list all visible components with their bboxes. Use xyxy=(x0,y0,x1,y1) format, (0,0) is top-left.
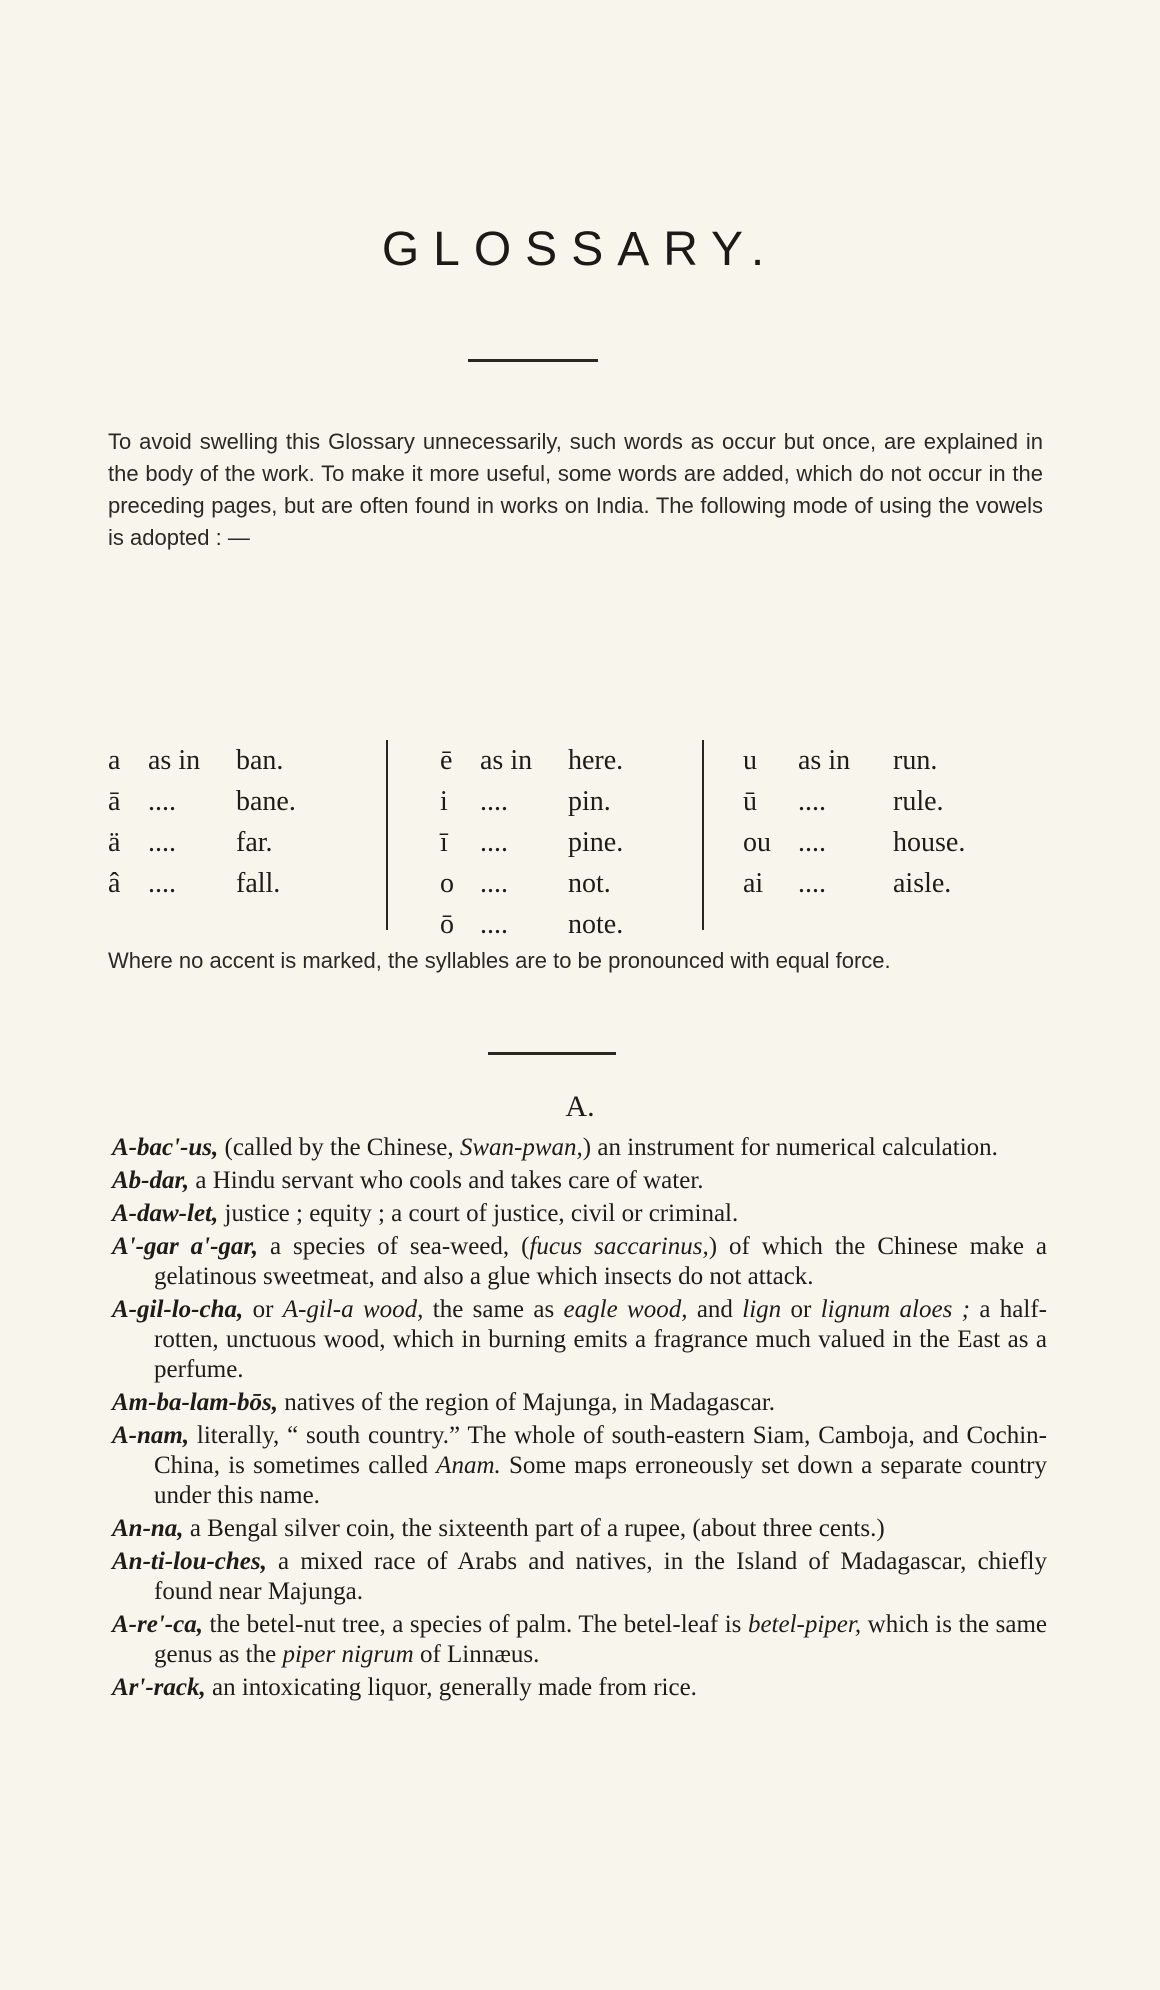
vowel-mid: .... xyxy=(798,786,826,817)
vowel-word: bane. xyxy=(236,786,296,817)
entry-text: an intoxicating liquor, generally made from rice. xyxy=(205,1674,697,1701)
section-divider xyxy=(488,1052,616,1055)
vowel-row xyxy=(440,822,670,863)
vowel-mid: .... xyxy=(480,827,508,858)
entry-text: the same as xyxy=(423,1296,564,1323)
glossary-entry xyxy=(112,1388,1047,1418)
vowel-sym: i xyxy=(440,786,448,817)
entry-text: of Linnæus. xyxy=(413,1641,540,1668)
vowel-row xyxy=(108,822,338,863)
vowel-sym: ū xyxy=(743,786,757,817)
vowel-word: ban. xyxy=(236,745,284,776)
vowel-sym: ō xyxy=(440,909,454,940)
entry-text: or xyxy=(243,1296,283,1323)
entry-headword: Am-ba-lam-bōs, xyxy=(112,1389,278,1416)
vowel-sym: ē xyxy=(440,745,453,776)
section-letter: A. xyxy=(565,1090,595,1123)
vowel-row xyxy=(108,863,338,904)
vowel-sym: u xyxy=(743,745,757,776)
vowel-sym: â xyxy=(108,868,121,899)
entry-italic-text: Anam. xyxy=(436,1452,501,1479)
vowel-row xyxy=(440,904,670,945)
vowel-mid: .... xyxy=(148,827,176,858)
entry-italic-text: eagle wood, xyxy=(563,1296,688,1323)
entry-headword: A-re'-ca, xyxy=(112,1611,203,1638)
vowel-mid: .... xyxy=(480,868,508,899)
entry-italic-text: lignum aloes ; xyxy=(820,1296,970,1323)
entry-headword: A-bac'-us, xyxy=(112,1134,219,1161)
vowel-word: pin. xyxy=(568,786,611,817)
vowel-word: here. xyxy=(568,745,624,776)
entry-italic-text: Swan-pwan, xyxy=(459,1134,583,1161)
glossary-entry xyxy=(112,1199,1047,1229)
entry-text: ) an instrument for numerical calculation. xyxy=(582,1134,998,1161)
intro-paragraph xyxy=(108,426,1043,554)
vowel-mid: as in xyxy=(148,745,201,776)
vowel-mid: as in xyxy=(798,745,851,776)
entry-italic-text: fucus saccarinus, xyxy=(529,1233,709,1260)
glossary-entry xyxy=(112,1295,1047,1385)
vowel-mid: .... xyxy=(798,868,826,899)
vowel-row xyxy=(440,740,670,781)
entry-text: the betel-nut tree, a species of palm. The betel-leaf is xyxy=(202,1611,748,1638)
glossary-entry xyxy=(112,1673,1047,1703)
vowel-row xyxy=(108,781,338,822)
vowel-word: far. xyxy=(236,827,273,858)
entry-headword: Ar'-rack, xyxy=(112,1674,206,1701)
entry-headword: A-gil-lo-cha, xyxy=(112,1296,244,1323)
vowel-sym: ou xyxy=(743,827,771,858)
entry-italic-text: piper nigrum xyxy=(282,1641,414,1668)
vowel-row xyxy=(440,863,670,904)
vowel-sym: ä xyxy=(108,827,121,858)
glossary-entries xyxy=(112,1133,1047,1706)
vowel-word: run. xyxy=(893,745,938,776)
vowel-row xyxy=(743,863,1043,904)
entry-headword: Ab-dar, xyxy=(112,1167,190,1194)
vowel-word: aisle. xyxy=(893,868,952,899)
entry-italic-text: lign xyxy=(742,1296,782,1323)
entry-headword: An-ti-lou-ches, xyxy=(112,1548,267,1575)
vowel-word: fall. xyxy=(236,868,281,899)
vowel-mid: .... xyxy=(480,786,508,817)
vowel-column-3 xyxy=(743,740,1043,904)
entry-text: natives of the region of Majunga, in Madagascar. xyxy=(277,1389,776,1416)
entry-text: literally, “ south country.” The whole of south-eastern Siam, Camboja, and Cochin-China, is sometimes called xyxy=(154,1422,1047,1479)
entry-text: or xyxy=(781,1296,821,1323)
entry-text: and xyxy=(687,1296,743,1323)
vowel-column-1 xyxy=(108,740,338,904)
vowel-row xyxy=(743,740,1043,781)
vowel-row xyxy=(743,822,1043,863)
vowel-sym: ai xyxy=(743,868,764,899)
title-divider xyxy=(468,359,598,362)
vowel-word: house. xyxy=(893,827,966,858)
accent-note: Where no accent is marked, the syllables are to be pronounced with equal force. xyxy=(108,948,891,973)
entry-text: a species of sea-weed, ( xyxy=(258,1233,530,1260)
entry-text: a Bengal silver coin, the sixteenth part of a rupee, (about three cents.) xyxy=(183,1515,885,1542)
glossary-entry xyxy=(112,1133,1047,1163)
vowel-mid: .... xyxy=(148,786,176,817)
page-title: GLOSSARY. xyxy=(381,223,779,276)
glossary-entry xyxy=(112,1232,1047,1292)
glossary-entry xyxy=(112,1610,1047,1670)
vowel-mid: .... xyxy=(148,868,176,899)
glossary-entry xyxy=(112,1166,1047,1196)
vowel-word: pine. xyxy=(568,827,624,858)
vowel-row xyxy=(743,781,1043,822)
entry-headword: An-na, xyxy=(112,1515,184,1542)
vowel-mid: .... xyxy=(798,827,826,858)
vowel-row xyxy=(108,740,338,781)
entry-headword: A-nam, xyxy=(112,1422,190,1449)
entry-text: a half-rotten, unctuous wood, which in burning emits a fragrance much valued in the East as a perfume. xyxy=(154,1296,1047,1383)
entry-italic-text: A-gil-a wood, xyxy=(282,1296,424,1323)
entry-text: a Hindu servant who cools and takes care of water. xyxy=(189,1167,704,1194)
glossary-entry xyxy=(112,1514,1047,1544)
vowel-word: note. xyxy=(568,909,624,940)
column-divider xyxy=(702,740,704,930)
vowel-sym: a xyxy=(108,745,121,776)
entry-headword: A-daw-let, xyxy=(112,1200,219,1227)
vowel-sym: ī xyxy=(440,827,448,858)
vowel-sym: ā xyxy=(108,786,121,817)
intro-text: To avoid swelling this Glossary unnecessarily, such words as occur but once, are explained in the body of the work. To make it more useful, some words are added, which do not occur in the preceding pages, but are often found in works on India. The following mode of using the vowels is adopted : — xyxy=(108,429,1043,550)
column-divider xyxy=(386,740,388,930)
glossary-entry xyxy=(112,1421,1047,1511)
vowel-table xyxy=(108,740,1048,940)
entry-italic-text: betel-piper, xyxy=(747,1611,862,1638)
vowel-sym: o xyxy=(440,868,454,899)
vowel-word: rule. xyxy=(893,786,944,817)
vowel-mid: .... xyxy=(480,909,508,940)
entry-text: ) of which the Chinese make a gelatinous sweetmeat, and also a glue which insects do not attack. xyxy=(154,1233,1047,1290)
vowel-word: not. xyxy=(568,868,611,899)
glossary-entry xyxy=(112,1547,1047,1607)
entry-text: (called by the Chinese, xyxy=(218,1134,460,1161)
entry-text: justice ; equity ; a court of justice, civil or criminal. xyxy=(218,1200,739,1227)
entry-text: a mixed race of Arabs and natives, in the Island of Madagascar, chiefly found near Majunga. xyxy=(154,1548,1047,1605)
vowel-row xyxy=(440,781,670,822)
entry-headword: A'-gar a'-gar, xyxy=(112,1233,258,1260)
vowel-mid: as in xyxy=(480,745,533,776)
entry-text: which is the same genus as the xyxy=(154,1611,1047,1668)
entry-text: Some maps erroneously set down a separate country under this name. xyxy=(154,1452,1047,1509)
vowel-column-2 xyxy=(440,740,670,945)
